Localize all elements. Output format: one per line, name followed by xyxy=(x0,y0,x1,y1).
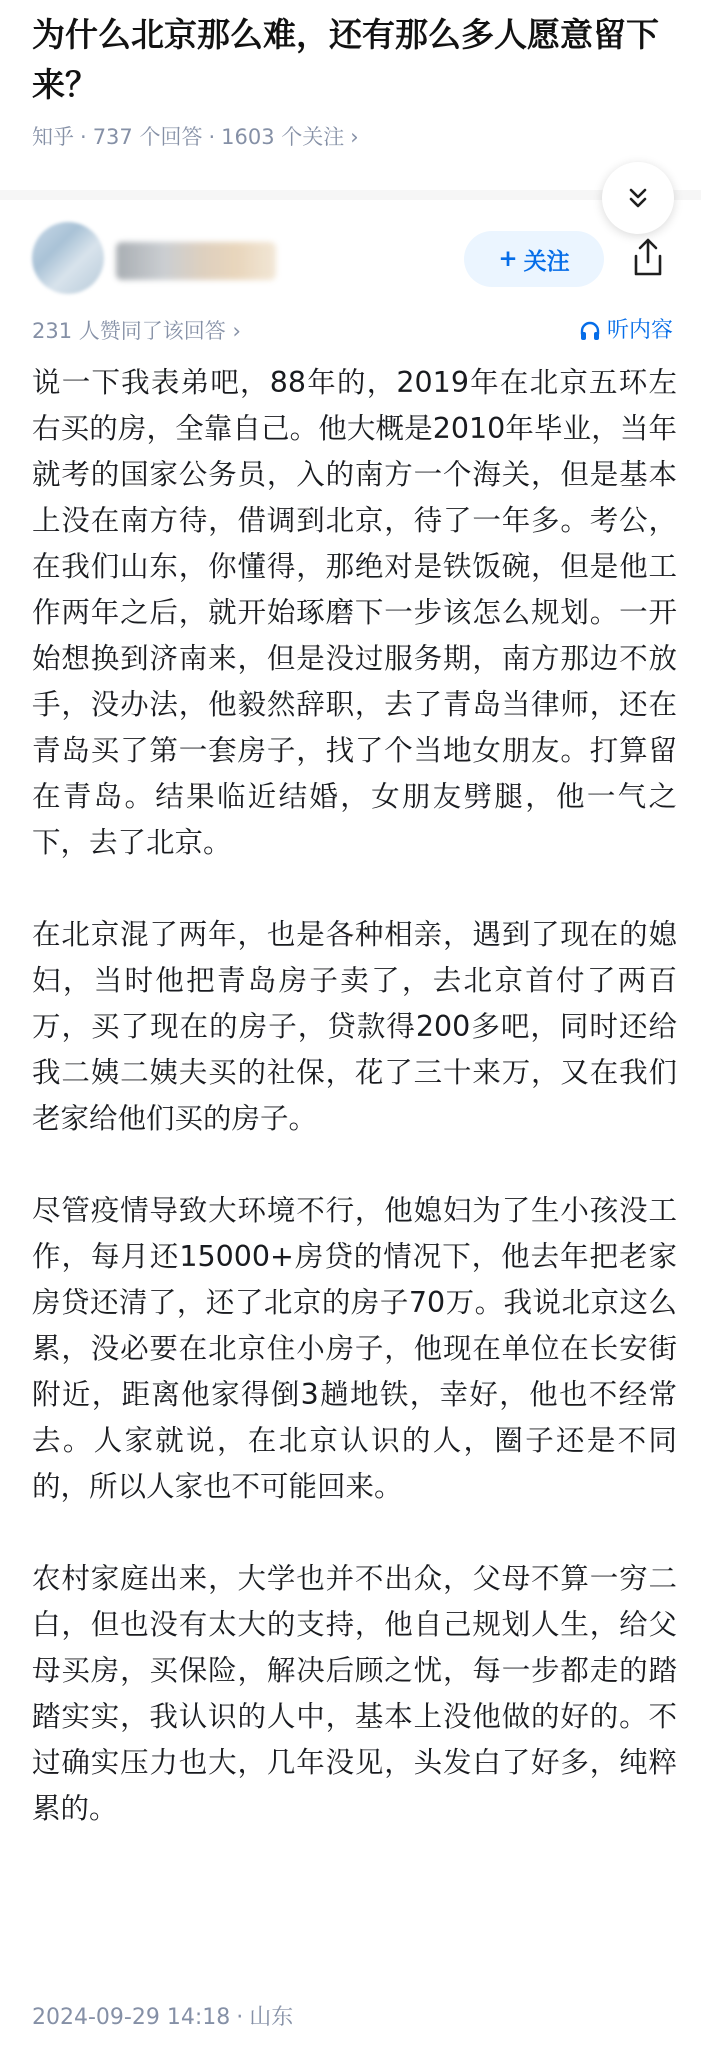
answer-count: 737 个回答 xyxy=(92,125,203,149)
double-chevron-down-icon xyxy=(624,184,652,212)
listen-label: 听内容 xyxy=(606,318,673,343)
collapse-button[interactable] xyxy=(602,162,674,234)
answer-paragraph: 说一下我表弟吧，88年的，2019年在北京五环左右买的房，全靠自己。他大概是2010年毕业，当年就考的国家公务员，入的南方一个海关，但是基本上没在南方待，借调到北京，待了一年多。考公，在我们山东，你懂得，那绝对是铁饭碗，但是他工作两年之后，就开始琢磨下一步该怎么规划。一开始想换到济南来，但是没过服务期，南方那边不放手，没办法，他毅然辞职，去了青岛当律师，还在青岛买了第一套房子，找了个当地女朋友。打算留在青岛。结果临近结婚，女朋友劈腿，他一气之下，去了北京。 xyxy=(32,366,677,859)
answer-content xyxy=(32,360,677,1832)
listen-button[interactable] xyxy=(579,316,673,346)
headphones-icon xyxy=(579,320,601,342)
author-name-blurred[interactable] xyxy=(116,242,276,280)
share-icon[interactable] xyxy=(626,236,670,280)
answer-footer xyxy=(32,2002,293,2034)
chevron-right-icon: › xyxy=(350,125,359,149)
follower-count: 1603 个关注 xyxy=(221,125,345,149)
vote-count: 231 人赞同了该回答 xyxy=(32,319,226,343)
plus-icon: + xyxy=(498,246,518,272)
question-title[interactable]: 为什么北京那么难，还有那么多人愿意留下来？ xyxy=(32,15,659,104)
avatar[interactable] xyxy=(32,222,104,294)
chevron-right-icon: › xyxy=(232,319,241,343)
meta-separator: · xyxy=(208,125,216,149)
publish-date: 2024-09-29 14:18 xyxy=(32,2005,231,2030)
footer-separator: · xyxy=(236,2005,244,2030)
question-meta[interactable] xyxy=(32,122,359,152)
follow-button[interactable] xyxy=(464,231,604,287)
answer-paragraph: 尽管疫情导致大环境不行，他媳妇为了生小孩没工作，每月还15000+房贷的情况下，他去年把老家房贷还清了，还了北京的房子70万。我说北京这么累，没必要在北京住小房子，他现在单位在长安街附近，距离他家得倒3趟地铁，幸好，他也不经常去。人家就说，在北京认识的人，圈子还是不同的，所以人家也不可能回来。 xyxy=(32,1194,677,1503)
section-divider xyxy=(0,190,701,200)
source-label: 知乎 xyxy=(32,125,74,149)
answer-paragraph: 农村家庭出来，大学也并不出众，父母不算一穷二白，但也没有太大的支持，他自己规划人生，给父母买房，买保险，解决后顾之忧，每一步都走的踏踏实实，我认识的人中，基本上没他做的好的。不过确实压力也大，几年没见，头发白了好多，纯粹累的。 xyxy=(32,1562,677,1825)
vote-summary[interactable] xyxy=(32,316,241,346)
meta-separator: · xyxy=(80,125,87,149)
answer-paragraph: 在北京混了两年，也是各种相亲，遇到了现在的媳妇，当时他把青岛房子卖了，去北京首付了两百万，买了现在的房子，贷款得200多吧，同时还给我二姨二姨夫买的社保，花了三十来万，又在我们老家给他们买的房子。 xyxy=(32,918,677,1135)
follow-label: 关注 xyxy=(523,248,570,275)
ip-location: 山东 xyxy=(249,2005,294,2030)
